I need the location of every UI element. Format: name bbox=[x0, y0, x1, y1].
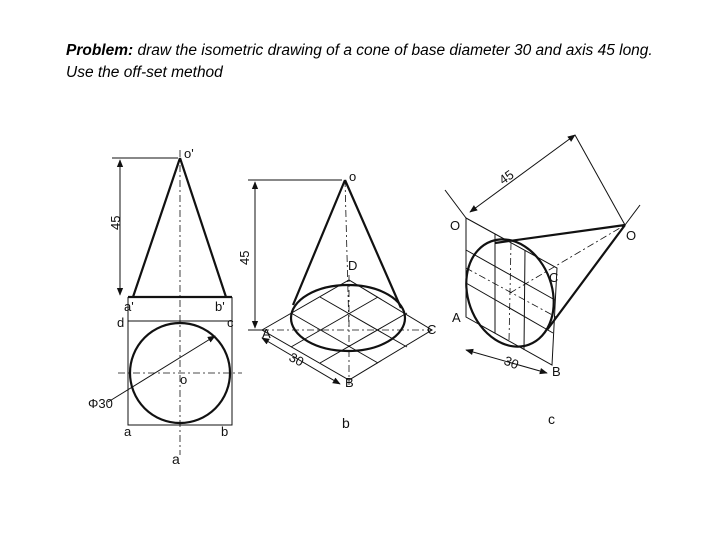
dim-a-diameter-text: Φ30 bbox=[88, 396, 113, 411]
dim-c-axis-text: 45 bbox=[496, 166, 517, 188]
cone-c-axis bbox=[510, 225, 625, 293]
figure-b bbox=[237, 169, 436, 431]
caption-b: b bbox=[342, 415, 350, 431]
dim-a-height-text: 45 bbox=[108, 215, 123, 230]
dim-a-diameter bbox=[108, 336, 215, 402]
dim-c-width-text: 30 bbox=[501, 352, 521, 373]
pt-A-b: A bbox=[262, 326, 271, 341]
ellipse-b bbox=[291, 285, 405, 351]
pt-A-c: A bbox=[452, 310, 461, 325]
front-right-label: b' bbox=[215, 299, 225, 314]
pt-B-b: B bbox=[345, 375, 354, 390]
dim-b-width-text: 30 bbox=[286, 349, 307, 370]
pt-O-proj-c: O bbox=[450, 218, 461, 233]
pt-C-c: C bbox=[549, 270, 559, 285]
dim-b-height-text: 45 bbox=[237, 250, 252, 265]
pt-B-c: B bbox=[552, 364, 561, 379]
caption-c: c bbox=[548, 411, 555, 427]
problem-text: draw the isometric drawing of a cone of base diameter 30 and axis 45 long. Use the off-set method bbox=[66, 42, 653, 81]
figure-a bbox=[88, 146, 242, 467]
cone-a-sides bbox=[133, 158, 226, 297]
dim-c-ext3 bbox=[575, 135, 625, 225]
apex-a-label: o' bbox=[184, 146, 194, 161]
top-tl-label: d bbox=[117, 315, 125, 330]
dim-c-ext1 bbox=[445, 190, 466, 218]
top-br-label: b bbox=[221, 424, 229, 439]
dim-c-ext2 bbox=[625, 205, 640, 225]
top-tr-label: c bbox=[227, 315, 234, 330]
cone-b-axis bbox=[345, 180, 349, 330]
problem-label: Problem: bbox=[66, 42, 134, 59]
top-bl-label: a bbox=[124, 424, 132, 439]
pt-C-b: C bbox=[427, 322, 437, 337]
dim-c-axis bbox=[470, 135, 575, 212]
front-left-label: a' bbox=[124, 299, 134, 314]
figure-c bbox=[445, 135, 640, 427]
pt-O-c: O bbox=[626, 228, 637, 243]
apex-b-label: o bbox=[349, 169, 357, 184]
pt-D-b: D bbox=[348, 258, 358, 273]
caption-a: a bbox=[172, 451, 180, 467]
top-center-label: o bbox=[180, 372, 188, 387]
